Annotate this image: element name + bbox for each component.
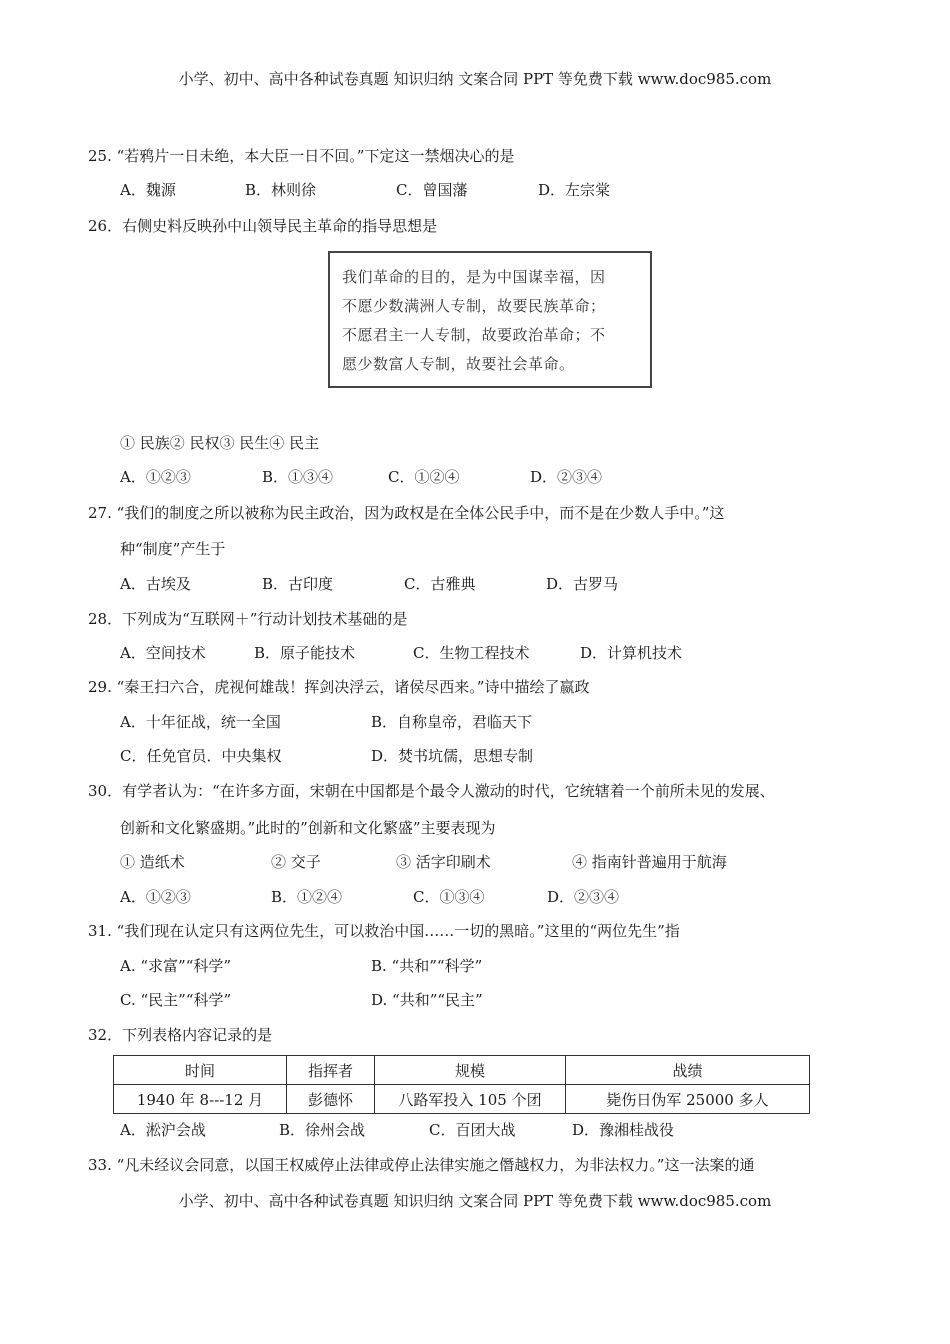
q30-option-d: D．②③④ — [547, 888, 620, 906]
q31-option-d: D. “共和”“民主” — [371, 991, 483, 1009]
question-29-stem: 29. “秦王扫六合，虎视何雄哉！挥剑决浮云，诸侯尽西来。”诗中描绘了嬴政 — [88, 678, 590, 696]
q31-option-a: A. “求富”“科学” — [120, 957, 232, 975]
q28-option-a: A．空间技术 — [120, 644, 206, 662]
q32-option-a: A．淞沪会战 — [120, 1121, 206, 1139]
question-31-stem: 31. “我们现在认定只有这两位先生，可以救治中国……一切的黑暗。”这里的“两位先生”指 — [88, 922, 680, 940]
q29-option-c: C．任免官员．中央集权 — [120, 747, 282, 765]
page-footer: 小学、初中、高中各种试卷真题 知识归纳 文案合同 PPT 等免费下载 www.doc985.com — [178, 1192, 772, 1210]
q28-option-c: C．生物工程技术 — [413, 644, 530, 662]
question-30-stem-line1: 30．有学者认为：“在许多方面，宋朝在中国都是个最令人激动的时代，它统辖着一个前所未见的发展、 — [88, 782, 775, 800]
table-cell: 八路军投入 105 个团 — [375, 1085, 566, 1114]
q27-option-a: A．古埃及 — [120, 575, 191, 593]
q32-option-c: C．百团大战 — [429, 1121, 516, 1139]
question-30-stem-line2: 创新和文化繁盛期。”此时的”创新和文化繁盛”主要表现为 — [120, 819, 496, 837]
q26-option-b: B．①③④ — [262, 468, 334, 486]
q26-choices: ① 民族② 民权③ 民生④ 民主 — [120, 434, 320, 452]
table-header-cell: 指挥者 — [287, 1056, 375, 1085]
q32-option-b: B．徐州会战 — [279, 1121, 366, 1139]
q30-choice-4: ④ 指南针普遍用于航海 — [572, 853, 727, 871]
q29-option-b: B．自称皇帝，君临天下 — [371, 713, 533, 731]
q32-option-d: D．豫湘桂战役 — [572, 1121, 675, 1139]
q29-option-d: D．焚书坑儒，思想专制 — [371, 747, 534, 765]
q27-option-d: D．古罗马 — [546, 575, 619, 593]
quote-line: 我们革命的目的，是为中国谋幸福，因 — [342, 268, 606, 286]
q26-option-c: C．①②④ — [388, 468, 460, 486]
table-cell: 毙伤日伪军 25000 多人 — [566, 1085, 810, 1114]
q31-option-c: C. “民主”“科学” — [120, 991, 232, 1009]
quote-line: 不愿君主一人专制，故要政治革命；不 — [342, 326, 606, 344]
page-header: 小学、初中、高中各种试卷真题 知识归纳 文案合同 PPT 等免费下载 www.doc985.com — [178, 70, 772, 88]
question-28-stem: 28．下列成为“互联网＋”行动计划技术基础的是 — [88, 610, 408, 628]
question-27-stem-line1: 27. “我们的制度之所以被称为民主政治，因为政权是在全体公民手中，而不是在少数人手中。”这 — [88, 504, 725, 522]
battle-table — [113, 1055, 810, 1114]
q27-option-c: C．古雅典 — [404, 575, 476, 593]
q28-option-b: B．原子能技术 — [254, 644, 356, 662]
q25-option-c: C．曾国藩 — [396, 181, 468, 199]
historical-quote-box — [328, 251, 652, 388]
table-header-row — [114, 1056, 810, 1085]
question-33-stem: 33. “凡未经议会同意，以国王权威停止法律或停止法律实施之僭越权力，为非法权力。”这一法案的通 — [88, 1156, 755, 1174]
q25-option-d: D．左宗棠 — [538, 181, 611, 199]
q30-choice-1: ① 造纸术 — [120, 853, 185, 871]
q30-choice-3: ③ 活字印刷术 — [396, 853, 491, 871]
q30-choice-2: ② 交子 — [271, 853, 321, 871]
table-row — [114, 1085, 810, 1114]
table-cell: 彭德怀 — [287, 1085, 375, 1114]
table-cell: 1940 年 8---12 月 — [114, 1085, 287, 1114]
question-32-stem: 32．下列表格内容记录的是 — [88, 1026, 273, 1044]
question-27-stem-line2: 种“制度”产生于 — [120, 540, 226, 558]
question-26-stem: 26．右侧史料反映孙中山领导民主革命的指导思想是 — [88, 217, 438, 235]
table-header-cell: 规模 — [375, 1056, 566, 1085]
quote-line: 不愿少数满洲人专制，故要民族革命； — [342, 297, 606, 315]
q30-option-c: C．①③④ — [413, 888, 485, 906]
question-25-stem: 25. “若鸦片一日未绝，本大臣一日不回。”下定这一禁烟决心的是 — [88, 147, 515, 165]
q31-option-b: B. “共和”“科学” — [371, 957, 483, 975]
table-header-cell: 战绩 — [566, 1056, 810, 1085]
table-header-cell: 时间 — [114, 1056, 287, 1085]
q28-option-d: D．计算机技术 — [580, 644, 683, 662]
q29-option-a: A．十年征战，统一全国 — [120, 713, 281, 731]
q27-option-b: B．古印度 — [262, 575, 334, 593]
quote-line: 愿少数富人专制，故要社会革命。 — [342, 355, 575, 373]
q26-option-a: A．①②③ — [120, 468, 191, 486]
q25-option-b: B．林则徐 — [245, 181, 317, 199]
q25-option-a: A．魏源 — [120, 181, 176, 199]
q30-option-b: B．①②④ — [271, 888, 343, 906]
q26-option-d: D．②③④ — [530, 468, 603, 486]
q30-option-a: A．①②③ — [120, 888, 191, 906]
